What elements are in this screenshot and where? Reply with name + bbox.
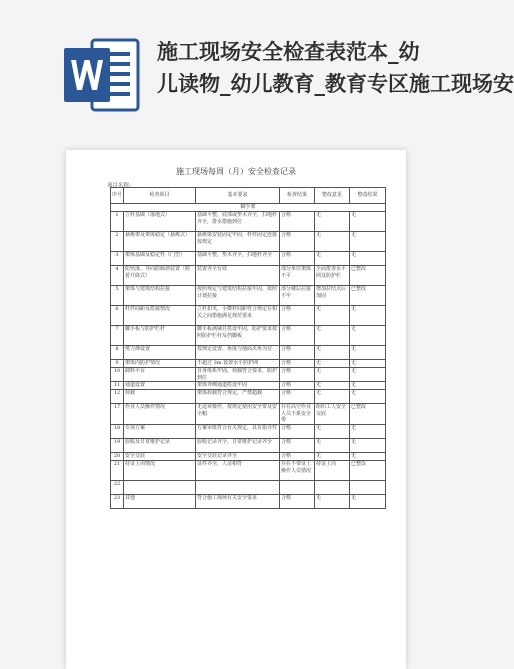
table-row [111, 212, 386, 232]
row-item: 专项方案 [124, 424, 196, 438]
document-title: 施工现场每周（月）安全检查记录 [176, 167, 296, 176]
row-result: 合格 [280, 212, 315, 232]
row-result: 合格 [280, 438, 315, 452]
row-result: 合格 [280, 326, 315, 346]
row-number: 8 [111, 346, 124, 360]
row-requirement: 无违章操作，按规定使用安全带及安全帽 [196, 404, 280, 425]
row-requirement [196, 480, 280, 494]
row-fix-result: 已整改 [350, 266, 386, 286]
row-number: 11 [111, 382, 124, 390]
row-number: 12 [111, 390, 124, 404]
row-requirement: 装置齐全有效 [196, 266, 280, 286]
row-number: 18 [111, 424, 124, 438]
row-requirement: 悬挑梁安装固定牢固，杆件固定连接按规定 [196, 232, 280, 252]
row-requirement: 按规定设置，角度与地面夹角为宜 [196, 346, 280, 360]
row-number: 20 [111, 452, 124, 460]
row-requirement: 符合施工现场有关安全要求 [196, 494, 280, 508]
row-result [280, 480, 315, 494]
row-result: 合格 [280, 232, 315, 252]
row-fix-result: 无 [350, 452, 386, 460]
row-item: 架体内防护情况 [124, 360, 196, 368]
table-row [111, 266, 386, 286]
row-opinion: 增加拉结点后加固 [315, 286, 350, 306]
row-item: 其他 [124, 494, 196, 508]
banner-title-line-2: 儿读物_幼儿教育_教育专区施工现场安 [157, 72, 514, 96]
row-result: 合格 [280, 494, 315, 508]
row-number: 5 [111, 286, 124, 306]
row-opinion: 无 [315, 346, 350, 360]
table-row [111, 494, 386, 508]
row-fix-result: 已整改 [350, 404, 386, 425]
row-item: 验收及日常维护记录 [124, 438, 196, 452]
row-requirement: 方案审批符合有关规定，具有指导性 [196, 424, 280, 438]
inspection-table [110, 187, 386, 509]
row-result: 合格 [280, 452, 315, 460]
row-item: 架体与建筑结构拉接 [124, 286, 196, 306]
row-result: 存在高空作业人员不系安全带 [280, 404, 315, 425]
table-header-row [111, 188, 386, 204]
row-opinion: 无 [315, 424, 350, 438]
row-requirement: 架体荷载符合规定，严禁超载 [196, 390, 280, 404]
row-fix-result: 无 [350, 382, 386, 390]
row-requirement: 基础平整，垫木齐全，扫地杆齐全 [196, 252, 280, 266]
banner [0, 0, 514, 135]
row-opinion: 全面排查水平网及防护栏 [315, 266, 350, 286]
table-row [111, 368, 386, 382]
table-row [111, 382, 386, 390]
row-number: 2 [111, 232, 124, 252]
row-requirement: 按照规定与建筑结构拉接牢固，按照计划拉接 [196, 286, 280, 306]
row-result: 合格 [280, 306, 315, 326]
row-fix-result: 无 [350, 212, 386, 232]
row-opinion: 无 [315, 306, 350, 326]
row-item: 脚手板与防护栏杆 [124, 326, 196, 346]
row-item: 持证上岗情况 [124, 460, 196, 480]
row-opinion: 无 [315, 390, 350, 404]
row-requirement: 架体外侧通道搭设牢固 [196, 382, 280, 390]
row-opinion: 无 [315, 212, 350, 232]
table-row [111, 390, 386, 404]
row-opinion: 无 [315, 360, 350, 368]
row-result: 合格 [280, 382, 315, 390]
row-number: 6 [111, 306, 124, 326]
row-item: 荷载 [124, 390, 196, 404]
row-requirement: 安全交底记录齐全 [196, 452, 280, 460]
row-fix-result: 已整改 [350, 460, 386, 480]
row-item: 安全交底 [124, 452, 196, 460]
row-number: 10 [111, 368, 124, 382]
table-row [111, 346, 386, 360]
row-opinion: 无 [315, 452, 350, 460]
row-opinion: 组织工人安全交底 [315, 404, 350, 425]
row-fix-result: 无 [350, 368, 386, 382]
row-number: 19 [111, 438, 124, 452]
row-fix-result: 无 [350, 232, 386, 252]
row-item: 防坠落、导向防倾斜装置（附着升降式） [124, 266, 196, 286]
row-result: 合格 [280, 390, 315, 404]
row-opinion: 无 [315, 326, 350, 346]
row-fix-result: 无 [350, 306, 386, 326]
table-row [111, 480, 386, 494]
row-result: 合格 [280, 360, 315, 368]
row-fix-result: 无 [350, 326, 386, 346]
table-row [111, 452, 386, 460]
header-opinion: 整改意见 [315, 188, 350, 204]
row-requirement: 立杆扣夹，小横杆间距符合规定在相关之间措施满足规范要求 [196, 306, 280, 326]
row-fix-result: 无 [350, 424, 386, 438]
row-item: 通道设置 [124, 382, 196, 390]
table-row [111, 360, 386, 368]
row-number: 9 [111, 360, 124, 368]
banner-title-line-1: 施工现场安全检查表范本_幼 [157, 40, 420, 64]
row-number: 7 [111, 326, 124, 346]
row-number: 17 [111, 404, 124, 425]
row-result: 合格 [280, 346, 315, 360]
header-no: 序号 [111, 188, 124, 204]
row-item: 架体基础及稳定性（门型） [124, 252, 196, 266]
header-requirement: 基本要求 [196, 188, 280, 204]
row-item: 剪力撑设置 [124, 346, 196, 360]
table-row [111, 306, 386, 326]
table-row [111, 252, 386, 266]
row-opinion [315, 480, 350, 494]
row-result: 合格 [280, 424, 315, 438]
table-row [111, 424, 386, 438]
row-item: 悬挑架及架体稳定（悬挑式） [124, 232, 196, 252]
row-fix-result: 无 [350, 360, 386, 368]
row-fix-result: 已整改 [350, 286, 386, 306]
row-fix-result: 无 [350, 438, 386, 452]
word-document-icon [62, 34, 144, 116]
row-fix-result: 无 [350, 494, 386, 508]
row-opinion: 无 [315, 368, 350, 382]
row-requirement: 自身体系牢固，荷载符合要求，防护到位 [196, 368, 280, 382]
table-row [111, 438, 386, 452]
table-row [111, 326, 386, 346]
section-label: 脚手架 [111, 204, 386, 212]
row-number: 21 [111, 460, 124, 480]
row-result: 合格 [280, 368, 315, 382]
row-opinion: 无 [315, 494, 350, 508]
row-requirement: 基础平整，底部或垫木齐全，扫地杆齐全，排水措施到位 [196, 212, 280, 232]
row-item: 杆件间距及搭接情况 [124, 306, 196, 326]
banner-title[interactable] [157, 36, 514, 100]
row-number: 22 [111, 480, 124, 494]
row-result: 存在不带证上操作人员情况 [280, 460, 315, 480]
row-number: 1 [111, 212, 124, 232]
row-requirement: 证件齐全，人证相符 [196, 460, 280, 480]
row-number: 4 [111, 266, 124, 286]
row-item: 作业人员操作情况 [124, 404, 196, 425]
header-result: 检查结果 [280, 188, 315, 204]
row-opinion: 持证上岗 [315, 460, 350, 480]
row-item: 立杆基础（落地式） [124, 212, 196, 232]
row-fix-result: 无 [350, 390, 386, 404]
row-requirement: 脚手板满铺且搭设牢固，防护要求按照防护栏杆及挡脚板 [196, 326, 280, 346]
table-row [111, 232, 386, 252]
row-number: 3 [111, 252, 124, 266]
table-row [111, 404, 386, 425]
row-requirement: 不超过 3m 设置水平防护网 [196, 360, 280, 368]
header-fix-result: 整改结果 [350, 188, 386, 204]
project-name-label: 项目名称： [107, 183, 135, 189]
row-opinion: 无 [315, 252, 350, 266]
row-fix-result: 无 [350, 346, 386, 360]
row-fix-result [350, 480, 386, 494]
row-item: 卸料平台 [124, 368, 196, 382]
row-opinion: 无 [315, 438, 350, 452]
row-result: 部分楼层拉接不牢 [280, 286, 315, 306]
header-item: 检查项目 [124, 188, 196, 204]
row-number: 23 [111, 494, 124, 508]
document-page [66, 150, 406, 669]
row-requirement: 验收记录齐全，日常维护记录齐全 [196, 438, 280, 452]
table-row [111, 460, 386, 480]
row-item [124, 480, 196, 494]
row-result: 部分单位架体不平 [280, 266, 315, 286]
row-fix-result: 无 [350, 252, 386, 266]
section-row [111, 204, 386, 212]
row-result: 合格 [280, 252, 315, 266]
row-opinion: 无 [315, 232, 350, 252]
table-row [111, 286, 386, 306]
row-opinion: 无 [315, 382, 350, 390]
